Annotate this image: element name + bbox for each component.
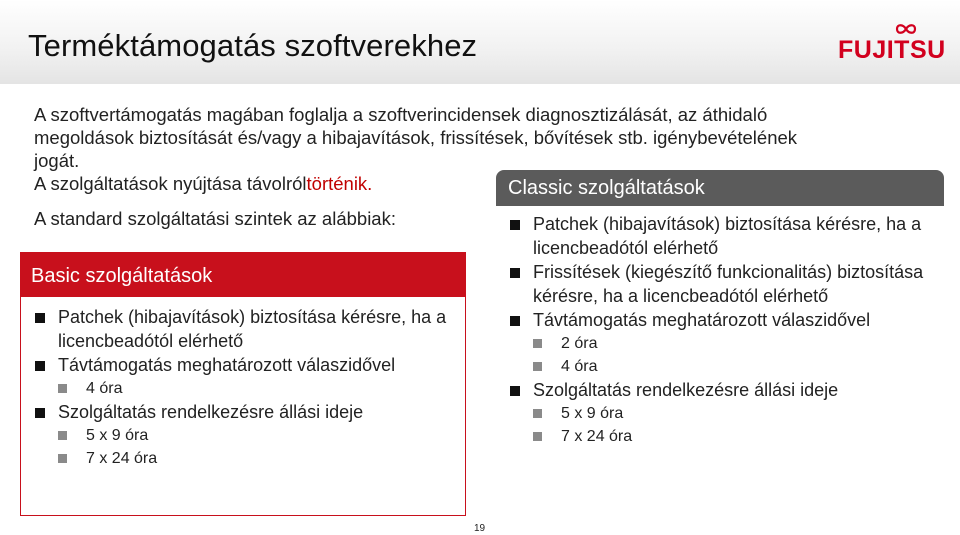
bullet-icon <box>35 408 45 418</box>
classic-services-title: Classic szolgáltatások <box>496 170 944 206</box>
bullet-icon <box>510 268 520 278</box>
sub-list-item: 7 x 24 óra <box>533 425 944 448</box>
intro-line: megoldások biztosítását és/vagy a hibajavítások, frissítések, bővítések stb. igénybevételének <box>34 127 798 148</box>
sub-list <box>533 332 944 378</box>
list-item: Távtámogatás meghatározott válaszidővel 4 óra <box>21 353 465 400</box>
bullet-icon <box>510 220 520 230</box>
list-item: Szolgáltatás rendelkezésre állási ideje 5 x 9 óra 7 x 24 óra <box>496 378 944 448</box>
page-number: 19 <box>474 523 486 534</box>
list-item: Patchek (hibajavítások) biztosítása kérésre, ha a licencbeadótól elérhető <box>496 212 944 260</box>
basic-services-title: Basic szolgáltatások <box>21 253 465 297</box>
sub-bullet-icon <box>533 339 542 348</box>
sub-bullet-icon <box>58 454 67 463</box>
sub-list-item: 5 x 9 óra <box>58 424 465 447</box>
sub-list-item: 2 óra <box>533 332 944 355</box>
sub-bullet-icon <box>58 431 67 440</box>
sub-bullet-icon <box>58 384 67 393</box>
infinity-logo-icon <box>894 22 918 36</box>
bullet-icon <box>35 361 45 371</box>
basic-services-panel <box>20 252 466 516</box>
sub-list-item: 5 x 9 óra <box>533 402 944 425</box>
list-item: Távtámogatás meghatározott válaszidővel 2 óra 4 óra <box>496 308 944 378</box>
sub-list-item: 7 x 24 óra <box>58 447 465 470</box>
intro-line: jogát. <box>34 150 80 171</box>
bullet-icon <box>510 316 520 326</box>
list-item: Patchek (hibajavítások) biztosítása kérésre, ha a licencbeadótól elérhető <box>21 305 465 353</box>
sub-list-item: 4 óra <box>533 355 944 378</box>
sub-list <box>58 377 465 400</box>
standard-levels-text: A standard szolgáltatási szintek az alábbiak: <box>34 208 396 229</box>
list-item: Szolgáltatás rendelkezésre állási ideje 5 x 9 óra 7 x 24 óra <box>21 400 465 470</box>
classic-services-list <box>496 212 944 448</box>
list-item: Frissítések (kiegészítő funkcionalitás) biztosítása kérésre, ha a licencbeadótól elérhető <box>496 260 944 308</box>
sub-list <box>533 402 944 448</box>
sub-bullet-icon <box>533 362 542 371</box>
sub-list <box>58 424 465 470</box>
intro-remote-text: A szolgáltatások nyújtása távolról <box>34 173 307 194</box>
basic-services-list <box>21 305 465 470</box>
bullet-icon <box>510 386 520 396</box>
sub-list-item: 4 óra <box>58 377 465 400</box>
intro-remote-tail: történik. <box>306 173 373 194</box>
logo-text: FUJITSU <box>838 36 946 64</box>
slide-title: Terméktámogatás szoftverekhez <box>28 28 478 63</box>
classic-services-panel <box>496 170 944 510</box>
intro-line: A szoftvertámogatás magában foglalja a szoftverincidensek diagnosztizálását, az áthidaló <box>34 104 768 125</box>
fujitsu-logo <box>838 22 946 74</box>
sub-bullet-icon <box>533 409 542 418</box>
bullet-icon <box>35 313 45 323</box>
sub-bullet-icon <box>533 432 542 441</box>
